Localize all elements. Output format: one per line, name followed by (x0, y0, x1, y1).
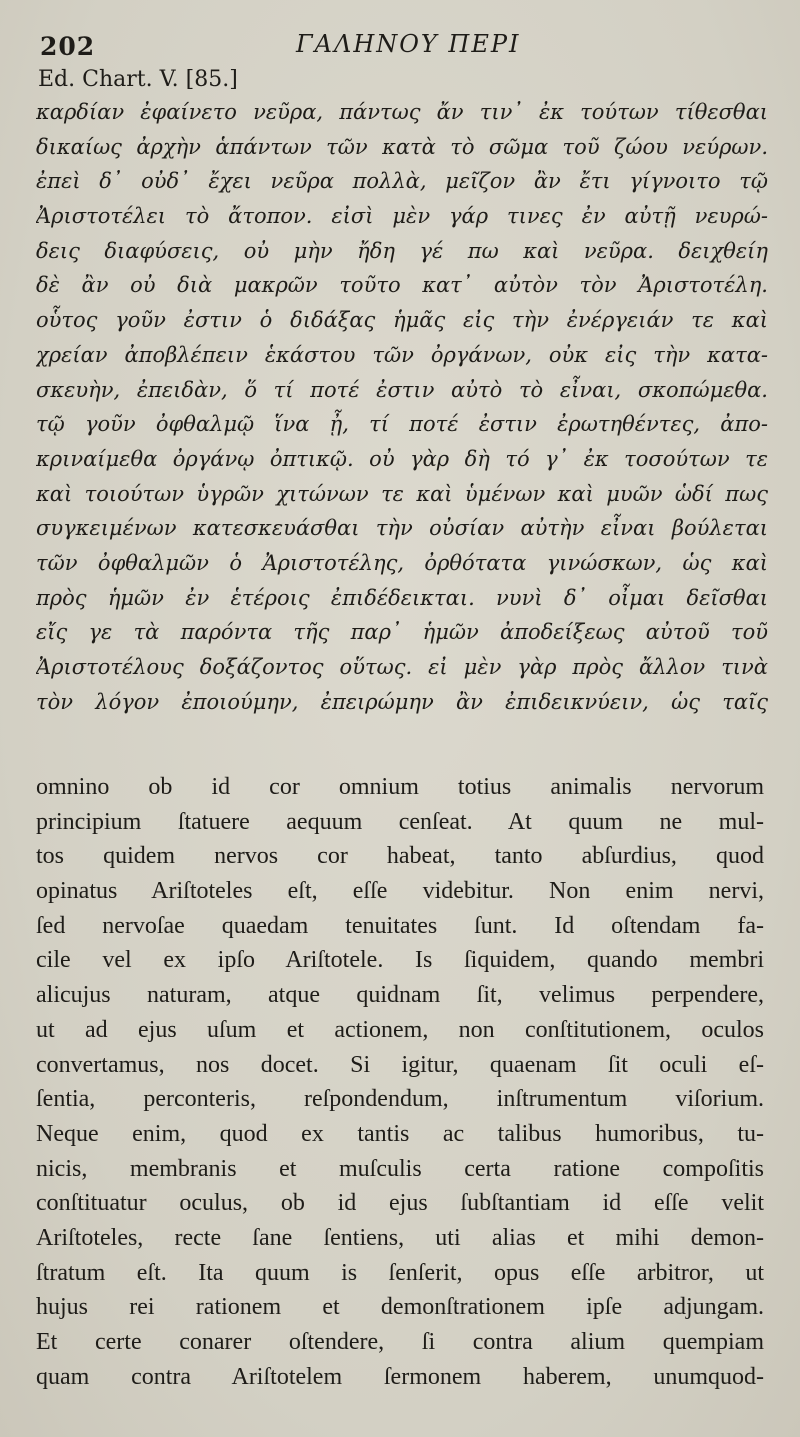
greek-text-line: τὸν λόγον ἐποιούμην, ἐπειρώμην ἂν ἐπιδεικνύειν, ὡς ταῖς (36, 689, 768, 714)
latin-text-block (36, 770, 764, 1394)
latin-text-line: quam contra Ariſtotelem ſermonem haberem, unumquod- (36, 1363, 764, 1390)
latin-text-line: cile vel ex ipſo Ariſtotele. Is ſiquidem, quando membri (36, 947, 764, 974)
latin-text-line: ſed nervoſae quaedam tenuitates ſunt. Id oſtendam fa- (36, 912, 764, 939)
greek-text-line: ἐπεὶ δ᾽ οὐδ᾽ ἔχει νεῦρα πολλὰ, μεῖζον ἂν ἔτι γίγνοιτο τῷ (36, 169, 768, 194)
greek-text-line: σκευὴν, ἐπειδὰν, ὅ τί ποτέ ἐστιν αὐτὸ τὸ εἶναι, σκοπώμεθα. (36, 377, 768, 402)
greek-text-line: συγκειμένων κατεσκευάσθαι τὴν οὐσίαν αὐτὴν εἶναι βούλεται (36, 516, 768, 541)
latin-text-line: ſentia, perconteris, reſpondendum, inſtrumentum viſorium. (36, 1086, 764, 1113)
latin-text-line: omnino ob id cor omnium totius animalis nervorum (36, 774, 764, 800)
greek-text-line: χρείαν ἀποβλέπειν ἑκάστου τῶν ὀργάνων, οὐκ εἰς τὴν κατα- (36, 342, 768, 367)
greek-text-line: καρδίαν ἐφαίνετο νεῦρα, πάντως ἄν τιν᾽ ἐκ τούτων τίθεσθαι (36, 100, 768, 124)
page-number: 202 (40, 32, 96, 61)
greek-text-line: τῶν ὀφθαλμῶν ὁ Ἀριστοτέλης, ὀρθότατα γινώσκων, ὡς καὶ (36, 550, 768, 575)
latin-text-line: Neque enim, quod ex tantis ac talibus humoribus, tu- (36, 1120, 764, 1147)
greek-text-line: Ἀριστοτέλους δοξάζοντος οὕτως. εἰ μὲν γὰρ πρὸς ἄλλον τινὰ (36, 655, 768, 679)
latin-text-line: alicujus naturam, atque quidnam ſit, velimus perpendere, (36, 982, 764, 1009)
greek-text-line: τῷ γοῦν ὀφθαλμῷ ἵνα ᾖ, τί ποτέ ἐστιν ἐρωτηθέντες, ἀπο- (36, 412, 768, 437)
latin-text-line: hujus rei rationem et demonſtrationem ipſe adjungam. (36, 1294, 764, 1321)
greek-text-line: δὲ ἂν οὐ διὰ μακρῶν τοῦτο κατ᾽ αὐτὸν τὸν Ἀριστοτέλη. (36, 273, 768, 298)
latin-text-line: Ariſtoteles, recte ſane ſentiens, uti alias et mihi demon- (36, 1224, 764, 1251)
greek-text-line: δικαίως ἀρχὴν ἁπάντων τῶν κατὰ τὸ σῶμα τοῦ ζώου νεύρων. (36, 134, 768, 159)
latin-text-line: conſtituatur oculus, ob id ejus ſubſtantiam id eſſe velit (36, 1190, 764, 1217)
greek-text-line: οὗτος γοῦν ἐστιν ὁ διδάξας ἡμᾶς εἰς τὴν ἐνέργειάν τε καὶ (36, 308, 768, 333)
running-head: ΓΑΛΗΝΟΥ ΠΕΡΙ (296, 30, 521, 58)
latin-text-line: nicis, membranis et muſculis certa ratione compoſitis (36, 1155, 764, 1182)
latin-text-line: tos quidem nervos cor habeat, tanto abſurdius, quod (36, 843, 764, 870)
greek-text-block (36, 95, 768, 719)
edition-reference: Ed. Chart. V. [85.] (38, 67, 238, 92)
greek-text-line: εἴς γε τὰ παρόντα τῆς παρ᾽ ἡμῶν ἀποδείξεως αὐτοῦ τοῦ (36, 620, 768, 645)
latin-text-line: opinatus Ariſtoteles eſt, eſſe videbitur. Non enim nervi, (36, 878, 764, 905)
latin-text-line: convertamus, nos docet. Si igitur, quaenam ſit oculi eſ- (36, 1051, 764, 1078)
greek-text-line: κριναίμεθα ὀργάνῳ ὀπτικῷ. οὐ γὰρ δὴ τό γ᾽ ἐκ τοσούτων τε (36, 446, 768, 471)
greek-text-line: καὶ τοιούτων ὑγρῶν χιτώνων τε καὶ ὑμένων καὶ μυῶν ὡδί πως (36, 481, 768, 506)
greek-text-line: πρὸς ἡμῶν ἐν ἑτέροις ἐπιδέδεικται. νυνὶ δ᾽ οἶμαι δεῖσθαι (36, 585, 768, 610)
latin-text-line: Et certe conarer oſtendere, ſi contra alium quempiam (36, 1329, 764, 1355)
greek-text-line: Ἀριστοτέλει τὸ ἄτοπον. εἰσὶ μὲν γάρ τινες ἐν αὐτῇ νευρώ- (36, 204, 768, 229)
latin-text-line: ut ad ejus uſum et actionem, non conſtitutionem, oculos (36, 1016, 764, 1043)
latin-text-line: ſtratum eſt. Ita quum is ſenſerit, opus eſſe arbitror, ut (36, 1259, 764, 1286)
latin-text-line: principium ſtatuere aequum cenſeat. At quum ne mul- (36, 808, 764, 835)
page-header (34, 28, 774, 64)
greek-text-line: δεις διαφύσεις, οὐ μὴν ἤδη γέ πω καὶ νεῦρα. δειχθείη (36, 238, 768, 263)
